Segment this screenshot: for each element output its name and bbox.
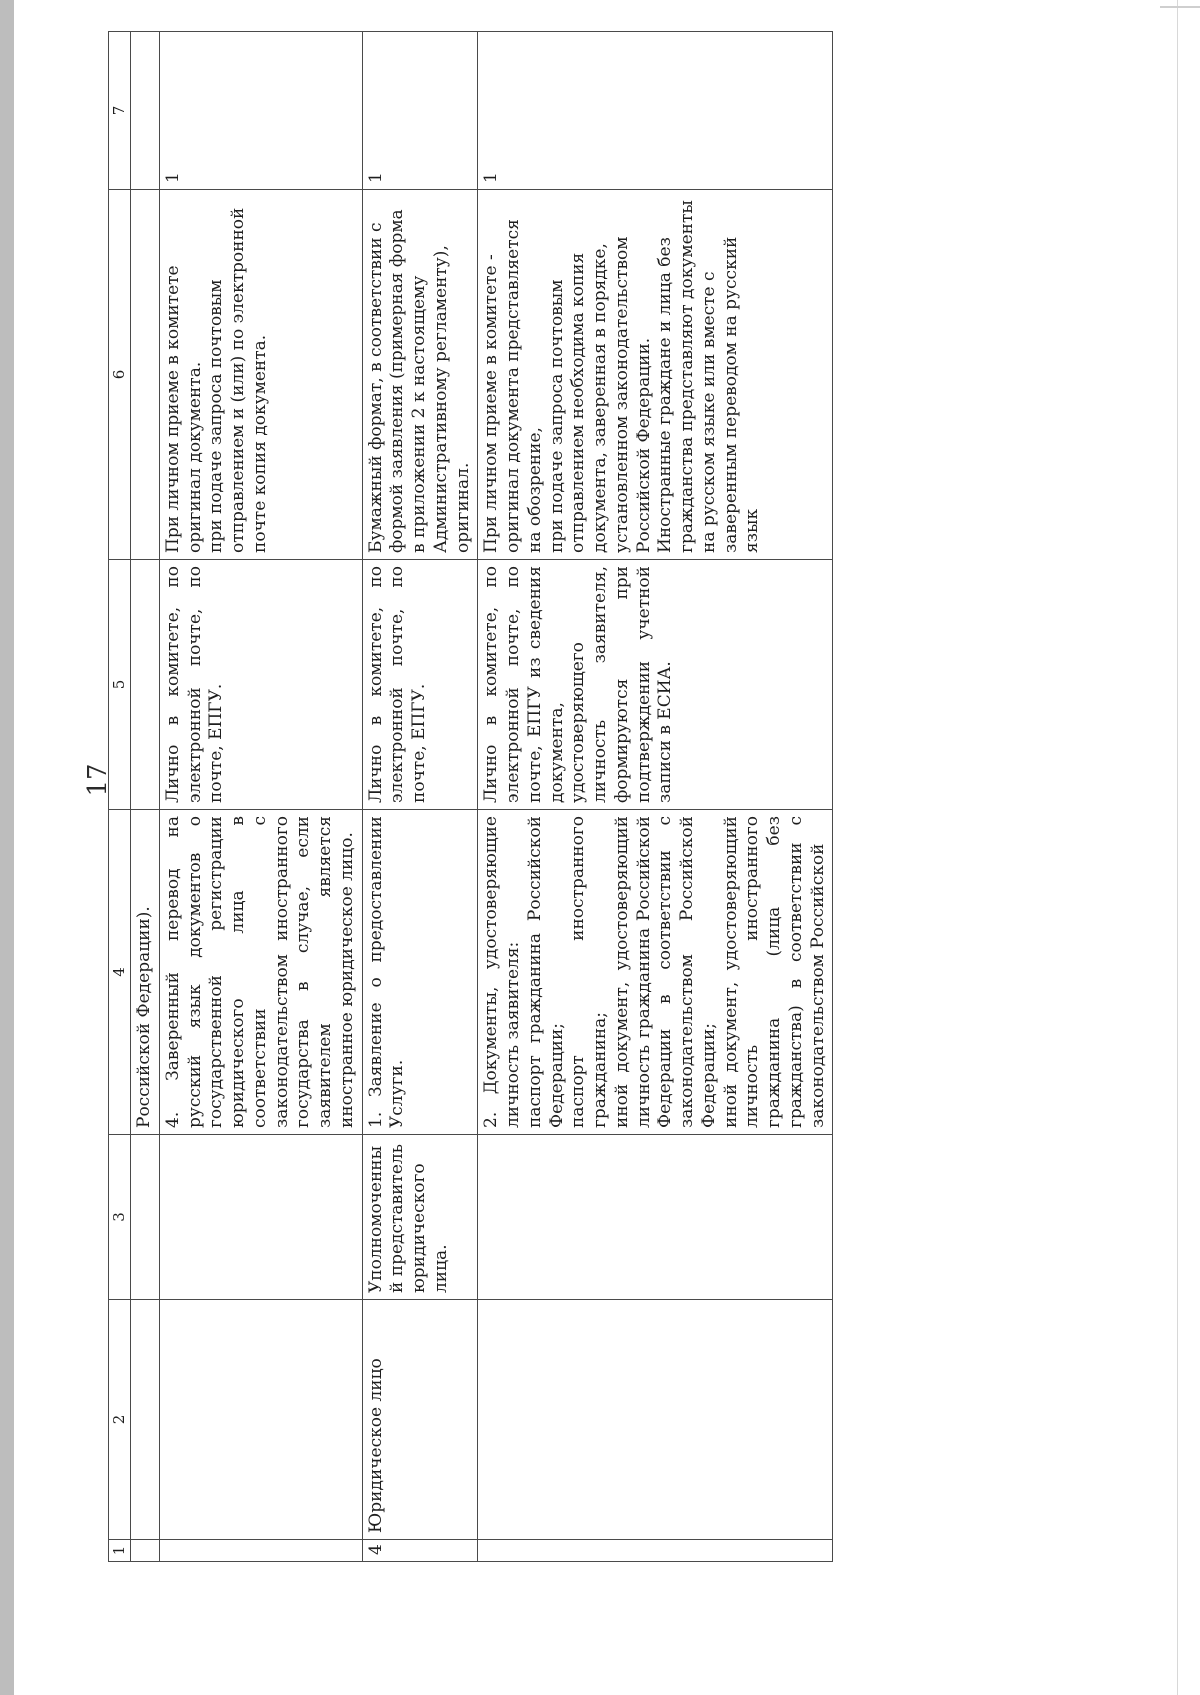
- table-cell-col-7: 1: [159, 32, 362, 190]
- rotated-table-container: [108, 32, 1033, 1562]
- cell-paragraph: При личном приеме в комитете - оригинал документа представляется на обозрение,: [481, 219, 545, 553]
- table-cell-col-3: [478, 1135, 833, 1300]
- table-cell-col-2: [478, 1300, 833, 1540]
- page-number: 17: [83, 763, 113, 797]
- header-cell-3: 3: [109, 1135, 131, 1300]
- header-cell-6: 6: [109, 190, 131, 560]
- cell-paragraph: паспорт иностранного гражданина;: [568, 816, 611, 1128]
- table-row: [159, 32, 362, 1562]
- table-cell-col-5: Лично в комитете, по электронной почте, по почте, ЕПГУ.: [159, 560, 362, 810]
- header-cell-5: 5: [109, 560, 131, 810]
- table-cell-col-5: Лично в комитете, по электронной почте, по почте, ЕПГУ.: [362, 560, 478, 810]
- header-cell-2: 2: [109, 1300, 131, 1540]
- table-row: [478, 32, 833, 1562]
- scan-left-edge: [0, 0, 14, 1695]
- table-cell-col-3: [131, 1135, 160, 1300]
- table-cell-col-3: Уполномоченный представитель юридического лица.: [362, 1135, 478, 1300]
- scan-right-mark: [1160, 6, 1200, 8]
- table-cell-col-4: [159, 810, 362, 1135]
- cell-paragraph: Бумажный формат, в соответствии с формой заявления (примерная форма в приложении 2 к настоящему Административному регламенту), оригинал.: [365, 209, 473, 553]
- table-row: [362, 32, 478, 1562]
- scan-right-edge: [1177, 0, 1178, 1695]
- cell-paragraph: 4. Заверенный перевод на русский язык документов о государственной регистрации юридического лица в соответствии с законодательством иностранного государства в случае, если заявителем является иностранное юридическое лицо.: [162, 816, 357, 1128]
- table-cell-col-1: [159, 1540, 362, 1562]
- document-table: [108, 31, 833, 1562]
- table-cell-col-6: [131, 190, 160, 560]
- cell-paragraph: При личном приеме в комитете оригинал документа.: [162, 265, 205, 553]
- header-cell-7: 7: [109, 32, 131, 190]
- table-cell-col-1: [131, 1540, 160, 1562]
- table-cell-col-3: [159, 1135, 362, 1300]
- table-cell-col-5: Лично в комитете, по электронной почте, по почте, ЕПГУ из сведения документа, удостоверяющего личность заявителя, формируются при подтверждении учетной записи в ЕСИА.: [478, 560, 833, 810]
- table-cell-col-4: [362, 810, 478, 1135]
- table-cell-col-2: [131, 1300, 160, 1540]
- table-cell-col-6: [159, 190, 362, 560]
- header-cell-1: 1: [109, 1540, 131, 1562]
- table-cell-col-7: 1: [362, 32, 478, 190]
- cell-paragraph: паспорт гражданина Российской Федерации;: [524, 816, 567, 1128]
- cell-paragraph: 1. Заявление о предоставлении Услуги.: [365, 816, 408, 1128]
- cell-paragraph: при подаче запроса почтовым отправлением и (или) по электронной почте копия документа.: [206, 207, 270, 553]
- cell-paragraph: при подаче запроса почтовым отправлением необходима копия документа, заверенная в порядке, установленном законодательством Российской Федерации.: [546, 236, 654, 553]
- table-cell-col-2: [159, 1300, 362, 1540]
- table-row: [131, 32, 160, 1562]
- table-cell-col-2: Юридическое лицо: [362, 1300, 478, 1540]
- header-cell-4: 4: [109, 810, 131, 1135]
- cell-paragraph: Иностранные граждане и лица без гражданства представляют документы на русском языке или вместе с заверенным переводом на русский язык: [655, 200, 763, 553]
- header-row: [109, 32, 131, 1562]
- table-cell-col-6: [478, 190, 833, 560]
- table-cell-col-7: 1: [478, 32, 833, 190]
- table-cell-col-4: [131, 810, 160, 1135]
- cell-paragraph: иной документ, удостоверяющий личность иностранного гражданина (лица без гражданства) в соответствии с законодательством Российской: [720, 816, 828, 1128]
- table-cell-col-1: 4: [362, 1540, 478, 1562]
- cell-paragraph: Российской Федерации).: [134, 906, 155, 1128]
- table-cell-col-5: [131, 560, 160, 810]
- table-cell-col-1: [478, 1540, 833, 1562]
- table-cell-col-7: [131, 32, 160, 190]
- table-cell-col-6: [362, 190, 478, 560]
- cell-paragraph: 2. Документы, удостоверяющие личность заявителя:: [481, 816, 524, 1128]
- table-cell-col-4: [478, 810, 833, 1135]
- cell-paragraph: иной документ, удостоверяющий личность гражданина Российской Федерации в соответствии с законодательством Российской Федерации;: [611, 816, 719, 1128]
